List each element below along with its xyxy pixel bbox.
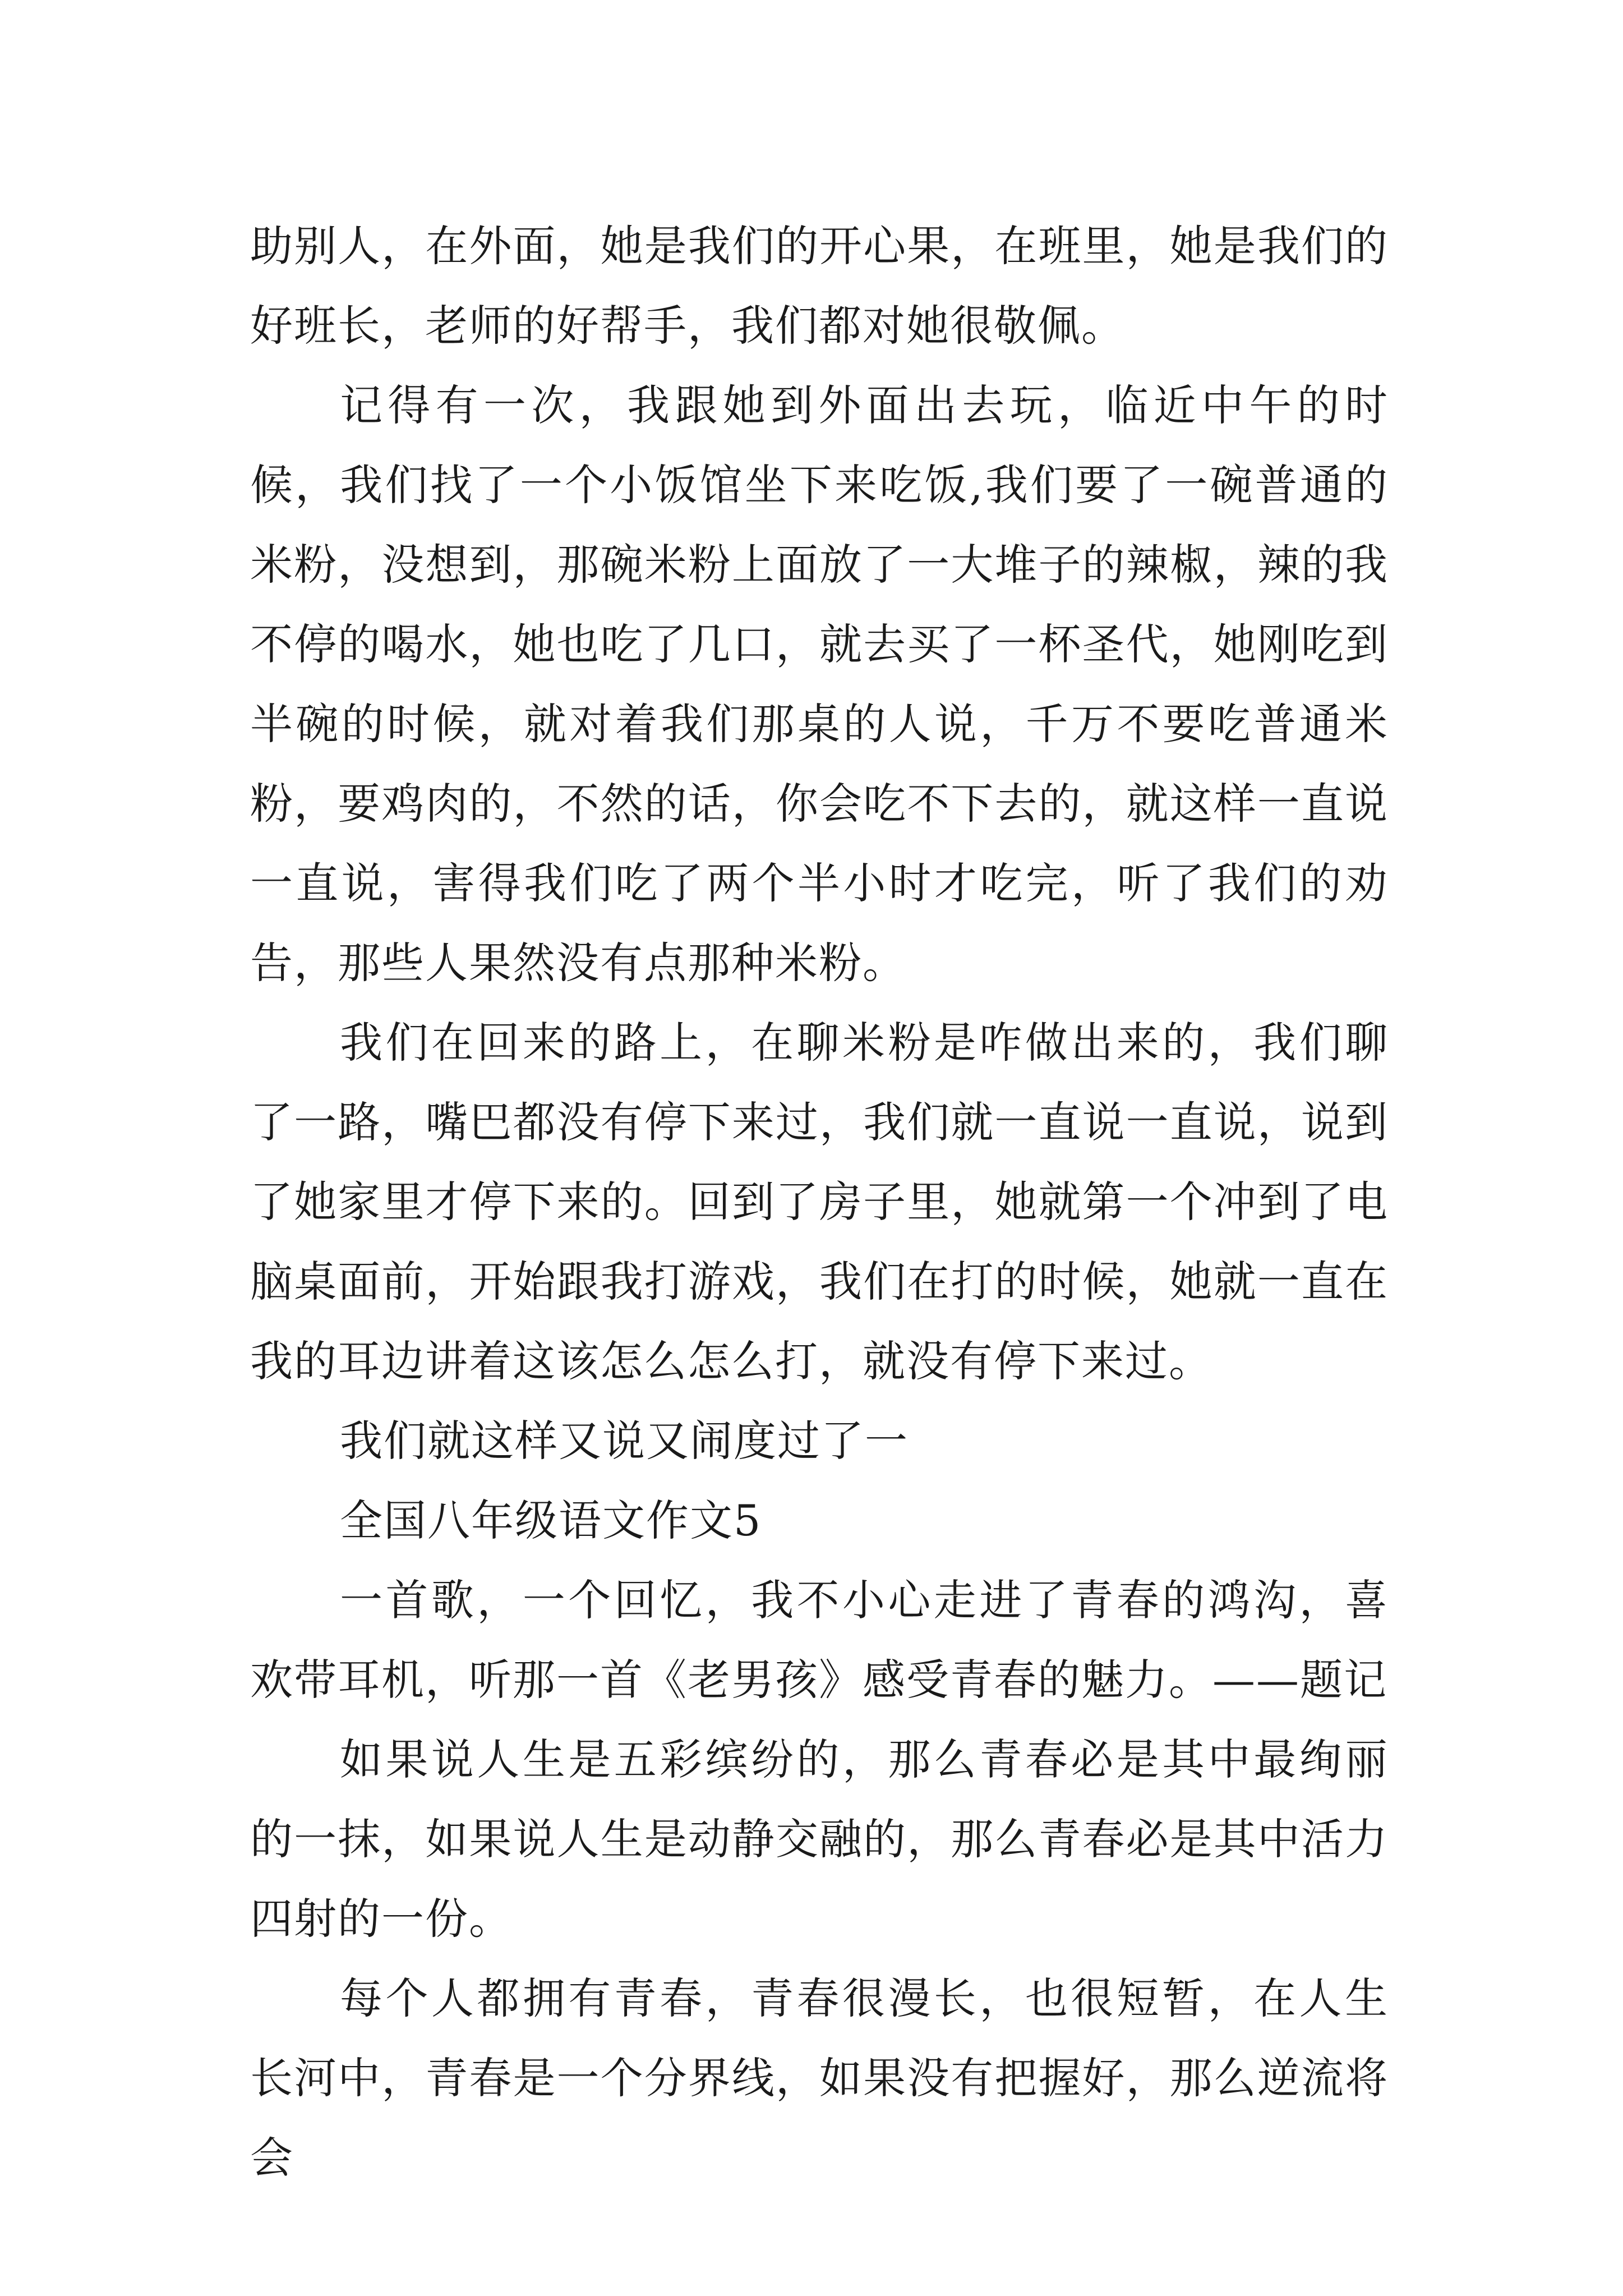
paragraph: 助别人，在外面，她是我们的开心果，在班里，她是我们的好班长，老师的好帮手，我们都对她很敬佩。 <box>250 221 1389 351</box>
paragraph: 我们在回来的路上，在聊米粉是咋做出来的，我们聊了一路，嘴巴都没有停下来过，我们就一直说一直说，说到了她家里才停下来的。回到了房子里，她就第一个冲到了电脑桌面前，开始跟我打游戏，我们在打的时候，她就一直在我的耳边讲着这该怎么怎么打，就没有停下来过。 <box>250 1018 1389 1386</box>
paragraph: 一首歌，一个回忆，我不小心走进了青春的鸿沟，喜欢带耳机，听那一首《老男孩》感受青春的魅力。——题记 <box>250 1575 1389 1705</box>
paragraph: 记得有一次，我跟她到外面出去玩，临近中午的时候，我们找了一个小饭馆坐下来吃饭,我们要了一碗普通的米粉，没想到，那碗米粉上面放了一大堆子的辣椒，辣的我不停的喝水，她也吃了几口，就去买了一杯圣代，她刚吃到半碗的时候，就对着我们那桌的人说，千万不要吃普通米粉，要鸡肉的，不然的话，你会吃不下去的，就这样一直说一直说，害得我们吃了两个半小时才吃完，听了我们的劝告，那些人果然没有点那种米粉。 <box>250 380 1389 988</box>
section-heading: 全国八年级语文作文5 <box>340 1496 762 1545</box>
paragraph: 我们就这样又说又闹度过了一 <box>340 1416 909 1466</box>
paragraph: 如果说人生是五彩缤纷的，那么青春必是其中最绚丽的一抹，如果说人生是动静交融的，那么青春必是其中活力四射的一份。 <box>250 1734 1389 1944</box>
body-text <box>250 206 1389 2198</box>
paragraph: 每个人都拥有青春，青春很漫长，也很短暂，在人生长河中，青春是一个分界线，如果没有把握好，那么逆流将会 <box>250 1973 1389 2183</box>
